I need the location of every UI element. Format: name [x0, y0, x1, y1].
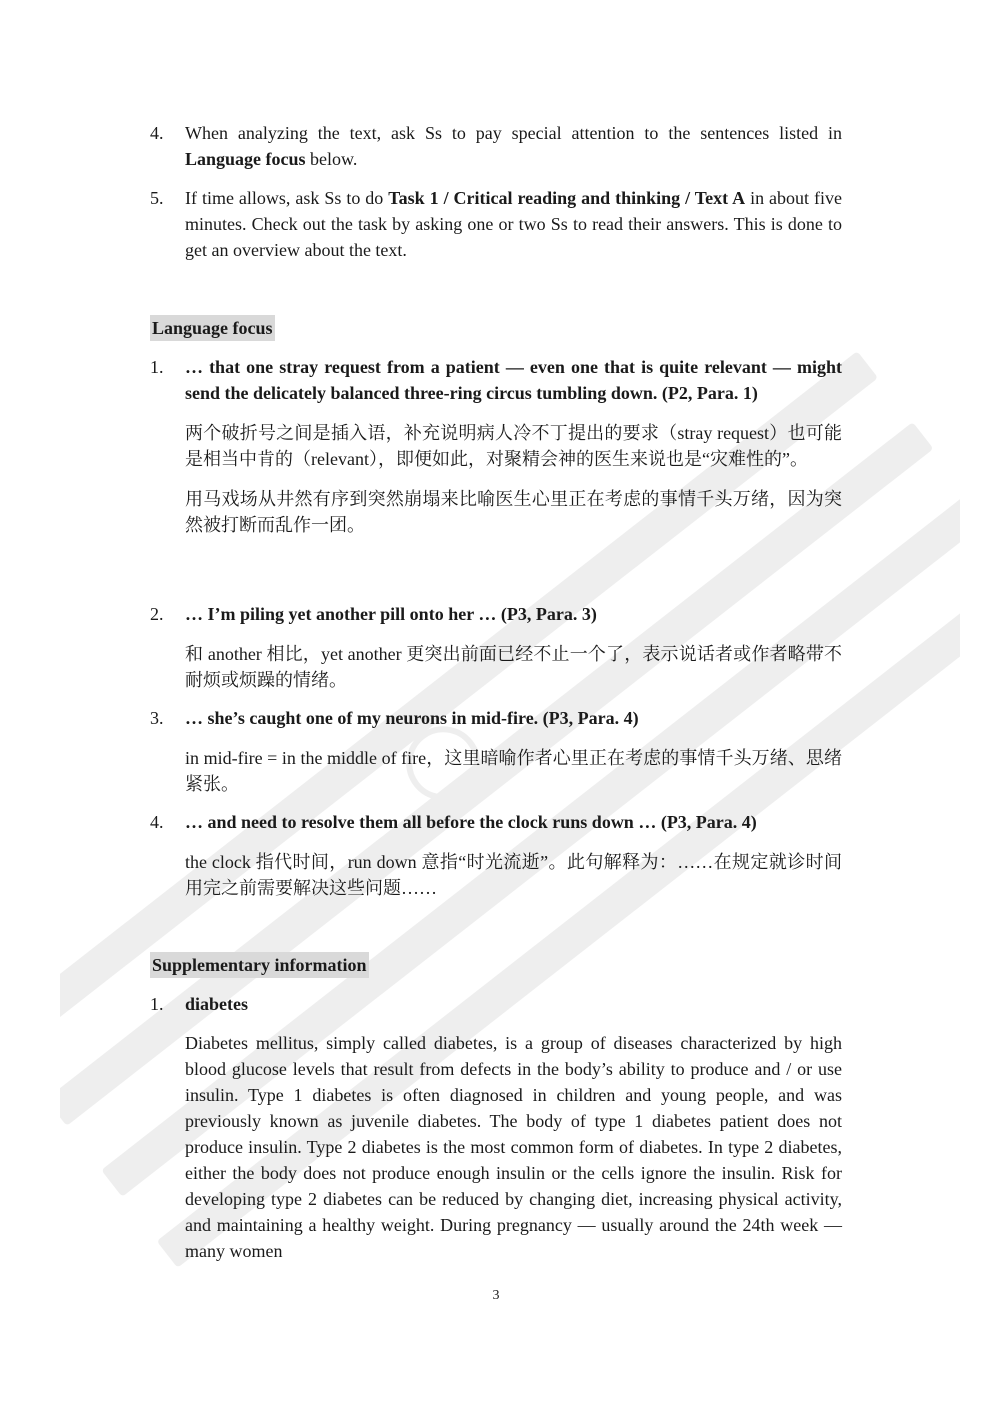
section-heading-supplementary-information: Supplementary information — [150, 952, 369, 978]
note-text: 和 another 相比，yet another 更突出前面已经不止一个了，表示说话者或作者略带不耐烦或烦躁的情绪。 — [185, 644, 842, 690]
language-focus-item-4 — [150, 809, 842, 901]
note-text: 两个破折号之间是插入语，补充说明病人冷不丁提出的要求（stray request）也可能是相当中肯的（relevant），即便如此，对聚精会神的医生来说也是“灾难性的”。 — [185, 423, 842, 469]
language-focus-item-2 — [150, 601, 842, 693]
item-number: 4. — [150, 123, 164, 143]
item-number: 4. — [150, 812, 164, 832]
item-number: 1. — [150, 357, 164, 377]
note-text: in mid-fire = in the middle of fire，这里暗喻作者心里正在考虑的事情千头万绪、思绪紧张。 — [185, 748, 842, 794]
quote-text: … that one stray request from a patient — even one that is quite relevant — might send the delicately balanced three-ring circus tumbling down. (P2, Para. 1) — [185, 357, 842, 403]
item-text: If time allows, ask Ss to do — [185, 188, 389, 208]
instruction-item-4 — [150, 120, 842, 172]
page-number: 3 — [492, 1288, 500, 1303]
item-title: diabetes — [185, 994, 248, 1014]
item-text: When analyzing the text, ask Ss to pay special attention to the sentences listed in — [185, 123, 842, 143]
item-number: 5. — [150, 188, 164, 208]
diabetes-paragraph: Diabetes mellitus, simply called diabetes, is a group of diseases characterized by high blood glucose levels that result from defects in the body’s ability to produce and / or use insulin. Type 1 diabetes is often diagnosed in children and young people, and was previously known as juvenile diabetes. The body of type 1 diabetes patient does not produce insulin. Type 2 diabetes is the most common form of diabetes. In type 2 diabetes, either the body does not produce enough insulin or the cells ignore the insulin. Risk for developing type 2 diabetes can be reduced by changing diet, increasing physical activity, and maintaining a healthy weight. During pregnancy — usually around the 24th week — many women — [185, 1033, 842, 1261]
section-heading-language-focus: Language focus — [150, 315, 275, 341]
note-text: 用马戏场从井然有序到突然崩塌来比喻医生心里正在考虑的事情千头万绪，因为突然被打断而乱作一团。 — [185, 489, 842, 535]
item-number: 1. — [150, 994, 164, 1014]
item-text-end: below. — [305, 149, 358, 169]
language-focus-item-3 — [150, 705, 842, 797]
quote-text: … and need to resolve them all before the clock runs down … (P3, Para. 4) — [185, 812, 757, 832]
language-focus-item-1 — [150, 354, 842, 538]
quote-text: … she’s caught one of my neurons in mid-fire. (P3, Para. 4) — [185, 708, 639, 728]
item-number: 2. — [150, 604, 164, 624]
item-bold-text: Language focus — [185, 149, 306, 169]
supplementary-item-1 — [150, 991, 842, 1017]
instruction-item-5 — [150, 185, 842, 263]
item-text-end: in about five minutes. Check out the task by asking one or two Ss to read their answers. This is done to get an overview about the text. — [185, 188, 842, 260]
item-number: 3. — [150, 708, 164, 728]
note-text: the clock 指代时间，run down 意指“时光流逝”。此句解释为：……在规定就诊时间用完之前需要解决这些问题…… — [185, 852, 842, 898]
item-bold-text: Task 1 / Critical reading and thinking / Text A — [388, 188, 746, 208]
quote-text: … I’m piling yet another pill onto her … (P3, Para. 3) — [185, 604, 597, 624]
